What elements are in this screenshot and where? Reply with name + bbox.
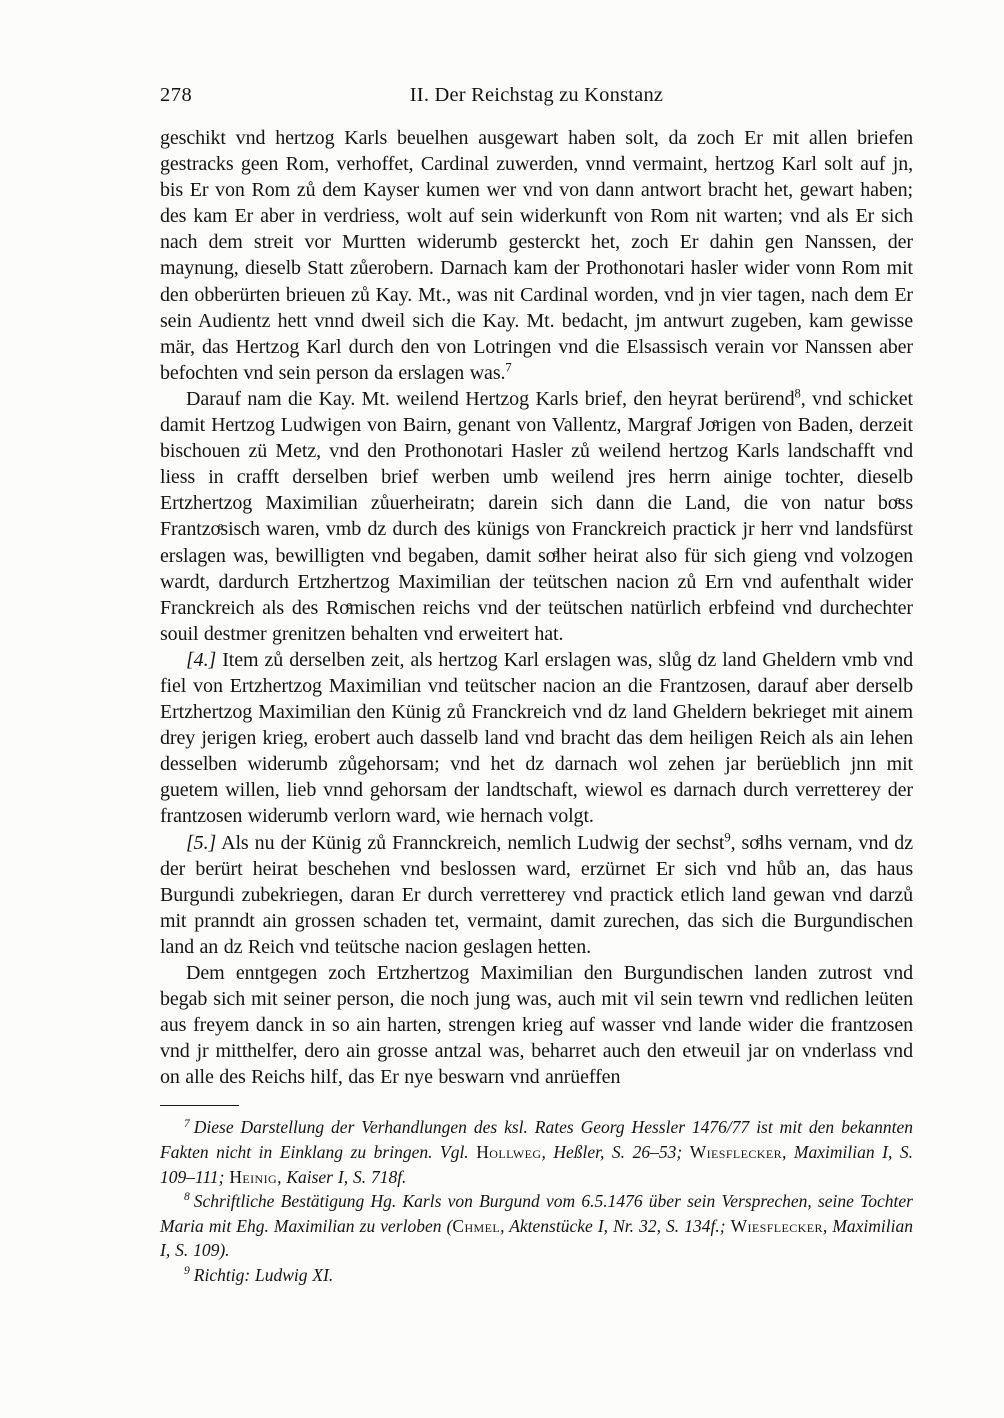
- paragraph-text: , vnd schicket damit Hertzog Ludwigen von Bairn, genant von Vallentz, Margraf Joͤrigen von Baden, derzeit bischouen zü Metz, vnd den Prothonotari Hasler zů weilend hertzog Karls landschafft vnd liess in crafft derselben brief werben umb weilend jres herrn ainige tochter, dieselb Ertzhertzog Maximilian zůuerheiratn; darein sich dann die Land, die von natur boͤss Frantzoͤsisch waren, vmb dz durch des künigs von Franckreich practick jr herr vnd landsfürst erslagen was, bewilligten vnd begaben, damit soͤlher heirat also für sich gieng vnd volzogen wardt, dardurch Ertzhertzog Maximilian der teütschen nacion zů Ern vnd aufenthalt wider Franckreich als des Roͤmischen reichs vnd der teütschen natürlich erbfeind vnd durchechter souil destmer grenitzen behalten vnd erweitert hat.: [160, 387, 913, 645]
- footnote-number: 7: [184, 1117, 190, 1130]
- body-paragraph: [160, 386, 913, 647]
- footnote-text: , Maximilian I, S. 109–111;: [160, 1142, 913, 1187]
- running-header-title: II. Der Reichstag zu Konstanz: [409, 84, 664, 106]
- footnote-text: Richtig: Ludwig XI.: [193, 1265, 334, 1286]
- paragraph-text: Darauf nam die Kay. Mt. weilend Hertzog Karls brief, den heyrat berürend: [186, 387, 795, 410]
- body-paragraph: [160, 125, 913, 386]
- paragraph-text: Als nu der Künig zů Frannckreich, nemlich Ludwig der sechst: [216, 831, 725, 854]
- paragraph-text: Dem enntgegen zoch Ertzhertzog Maximilian den Burgundischen landen zutrost vnd begab sich mit seiner person, die noch jung was, auch mit vil sein tewrn vnd redlichen leüten aus freyem danck in so ain harten, strengen krieg auf wasser vnd lande wider die frantzosen vnd jr mitthelfer, dero ain grosse antzal was, beharret auch den etweuil jar on vnderlass vnd on alle des Reichs hilf, das Er nye beswarn vnd anrüeffen: [160, 962, 913, 1089]
- body-text: [160, 125, 913, 1090]
- paragraph-text: geschikt vnd hertzog Karls beuelhen ausgewart haben solt, da zoch Er mit allen briefen gestracks geen Rom, verhoffet, Cardinal zuwerden, vnnd vermaint, hertzog Karl solt auf jn, bis Er von Rom zů dem Kayser kumen wer vnd von dann antwort bracht het, gewart haben; des kam Er aber in verdriess, wolt auf sein widerkunft von Rom nit warten; vnd als Er sich nach dem streit vor Murtten widerumb gesterckt het, zoch Er dahin gen Nanssen, der maynung, dieselb Statt zůerobern. Darnach kam der Prothonotari hasler wider vonn Rom mit den obberürten brieuen zů Kay. Mt., was nit Cardinal worden, vnd jn vier tagen, nach dem Er sein Audientz hett vnnd dweil sich die Kay. Mt. bedacht, jm antwurt zugeben, kam gewisse mär, das Hertzog Karl durch den von Lotringen vnd die Elsassisch verain vor Nanssen aber befochten vnd sein person da erslagen was.: [160, 127, 913, 384]
- page-number: 278: [160, 84, 193, 106]
- footnote-marker-8: 8: [794, 386, 801, 401]
- footnote-text: Diese Darstellung der Verhandlungen des ksl. Rates Georg Hessler 1476/77 ist mit den bekannten Fakten nicht in Einklang zu bringen. Vgl.: [160, 1117, 913, 1163]
- footnote-8: [160, 1189, 913, 1263]
- body-paragraph: [160, 647, 913, 830]
- paragraph-text: Item zů derselben zeit, als hertzog Karl erslagen was, slůg dz land Gheldern vmb vnd fiel von Ertzhertzog Maximilian vnd teütscher nacion an die Frantzosen, darauf aber derselb Ertzhertzog Maximilian den Künig zů Franckreich vnd dz land Gheldern bekrieget mit ainem drey jerigen krieg, erobert auch dasselb land vnd bracht das dem heiligen Reich als ain lehen desselben widerumb zůgehorsam; vnd het dz darnach wol zehen jar berüeblich jnn mit guetem willen, lieb vnnd gehorsam der landtschaft, wiewol es darnach durch verretterey der frantzosen widerumb verlorn ward, wie hernach volgt.: [160, 648, 913, 828]
- footnote-number: 9: [184, 1265, 190, 1278]
- section-marker: [4.]: [186, 648, 217, 671]
- footnote-marker-9: 9: [724, 829, 731, 844]
- footnote-text: , Kaiser I, S. 718f.: [277, 1166, 407, 1187]
- body-paragraph: [160, 830, 913, 960]
- footnote-9: [160, 1263, 913, 1288]
- section-marker: [5.]: [186, 831, 217, 854]
- footnote-text: , Aktenstücke I, Nr. 32, S. 134f.;: [500, 1215, 731, 1236]
- paragraph-text: , soͤlhs vernam, vnd dz der berürt heirat beschehen vnd beslossen ward, erzürnet Er sich vnd hůb an, das haus Burgundi zubekriegen, daran Er durch verretterey vnd practick etlich land gewan vnd darzů mit pranndt ain grossen schaden tet, vermaint, damit zurechen, das sich die Burgundischen land an dz Reich vnd teütsche nacion geslagen hetten.: [160, 831, 913, 958]
- footnote-text: Schriftliche Bestätigung Hg. Karls von Burgund vom 6.5.1476 über sein Versprechen, seine Tochter Maria mit Ehg. Maximilian zu verloben (: [160, 1191, 913, 1236]
- body-paragraph: [160, 960, 913, 1090]
- cited-author: Hollweg: [476, 1142, 542, 1163]
- footnotes-section: [160, 1115, 913, 1287]
- footnote-text: , Heßler, S. 26–53;: [541, 1142, 690, 1163]
- cited-author: Chmel: [452, 1215, 501, 1236]
- footnote-number: 8: [184, 1191, 190, 1204]
- footnote-marker-7: 7: [505, 360, 512, 375]
- running-head: [160, 82, 913, 109]
- cited-author: Heinig: [229, 1166, 278, 1187]
- cited-author: Wiesflecker: [730, 1215, 823, 1236]
- footnote-text: , Maximilian I, S. 109).: [160, 1215, 913, 1261]
- footnote-separator: [160, 1105, 239, 1106]
- footnote-7: [160, 1115, 913, 1189]
- cited-author: Wiesflecker: [689, 1142, 782, 1163]
